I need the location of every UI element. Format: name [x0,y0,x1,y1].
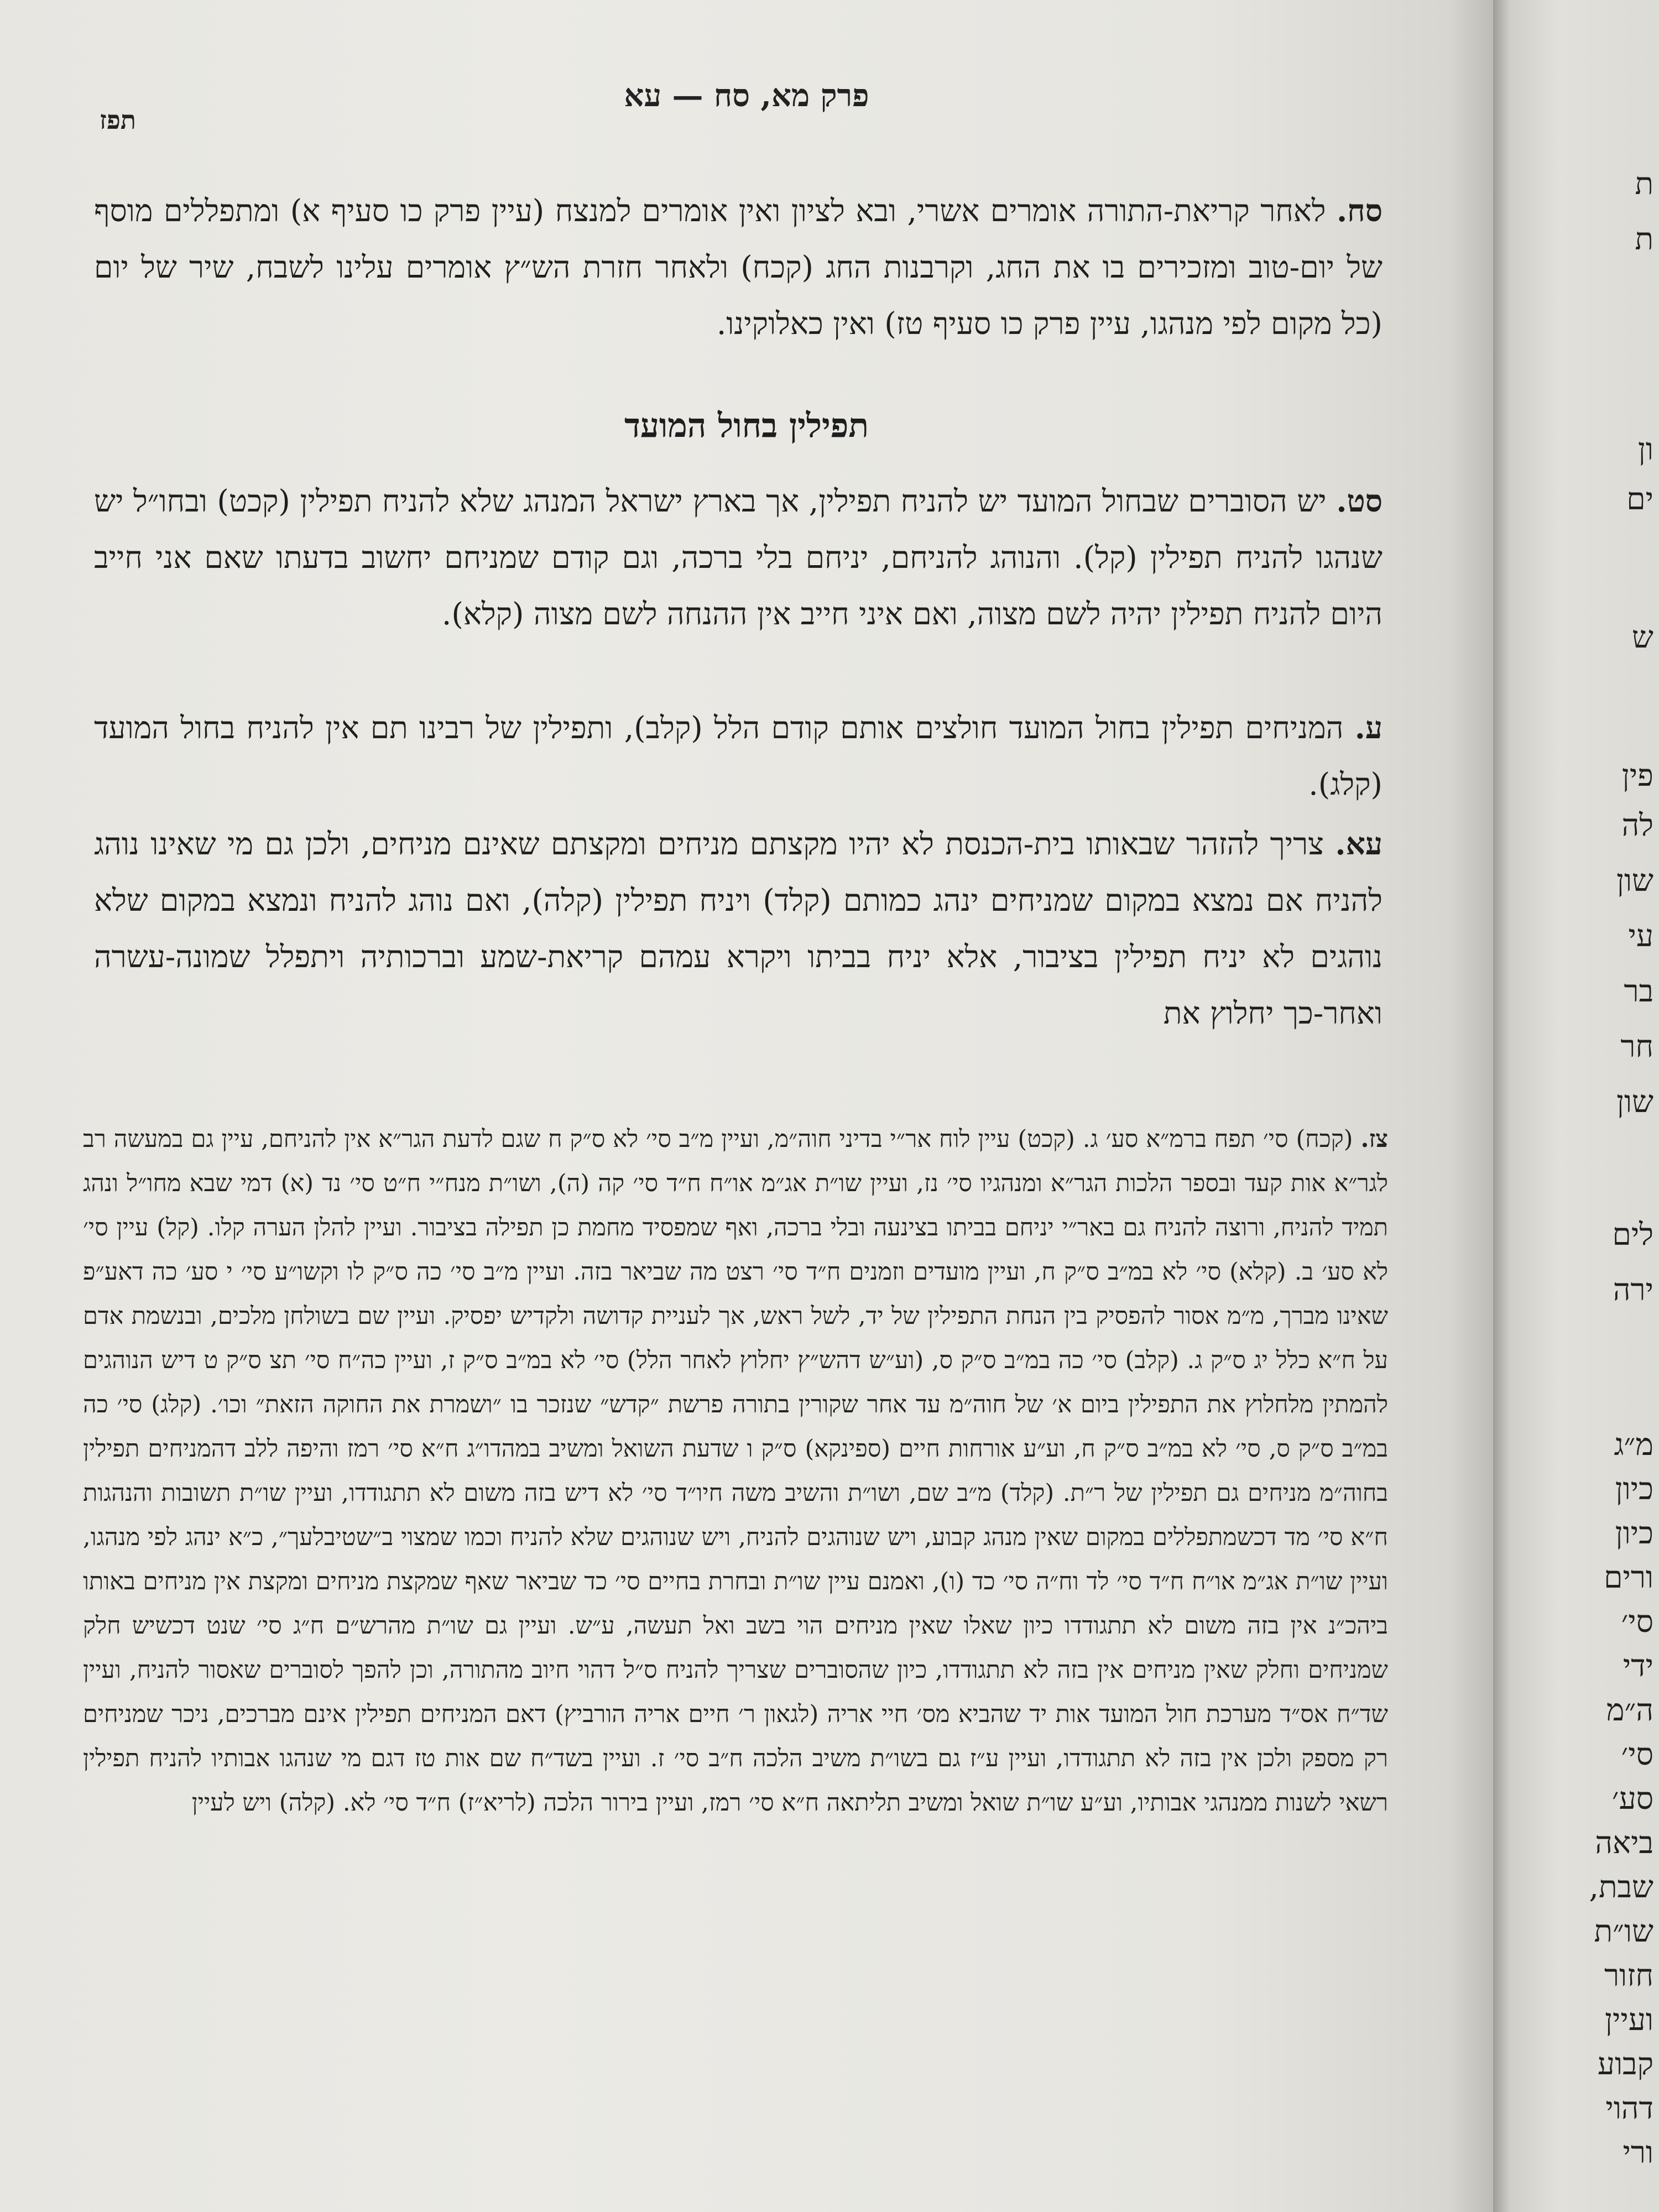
fragment: ביאה [1595,1825,1653,1860]
fragment: שו״ת [1594,1913,1653,1949]
fragment: ה״מ [1606,1692,1653,1728]
fragment: סי׳ [1621,1604,1653,1639]
fragment: סי׳ [1621,1736,1653,1772]
fragment: ון [1637,431,1653,467]
fragment: חר [1620,1029,1653,1064]
fragment: כיון [1615,1471,1653,1506]
fragment: ירה [1613,1272,1653,1307]
fragment: שבת, [1589,1869,1653,1905]
fragment: מ״ג [1614,1427,1653,1462]
footnote-label: צז. [1360,1125,1388,1153]
fragment: שון [1616,863,1653,898]
paragraph-number: סט. [1336,483,1383,519]
paragraph-text: צריך להזהר שבאותו בית-הכנסת לא יהיו מקצתם מניחים ומקצתם שאינם מניחים, ולכן גם מי שאינו נוהג להניח אם נמצא במקום שמניחים ינהג כמותם (קלד) ויניח תפילין (קלה), ואם נוהג להניח ונמצא במקום שלא נוהגים לא יניח תפילין בציבור, אלא יניח בביתו ויקרא עמהם קריאת-שמע וברכותיה ויתפלל שמונה-עשרה ואחר-כך יחלוץ את [94,826,1383,1031]
paragraph-text: המניחים תפילין בחול המועד חולצים אותם קודם הלל (קלב), ותפילין של רבינו תם אין להניח בחול המועד (קלג). [94,710,1383,802]
paragraph-70 [94,700,1383,812]
fragment: ורי [1623,2135,1653,2170]
paragraph-number: עא. [1335,826,1383,862]
fragment: דהוי [1605,2090,1653,2126]
facing-page-edge [1493,0,1659,2212]
fragment: בר [1624,973,1653,1009]
fragment: ת [1635,166,1653,201]
footnote-text: (קכח) סי׳ תפח ברמ״א סע׳ ג. (קכט) עיין לוח אר״י בדיני חוה״מ, ועיין מ״ב סי׳ לא ס״ק ח שגם לדעת הגר״א אין להניחם, עיין גם במעשה רב לגר״א אות קעד ובספר הלכות הגר״א ומנהגיו סי׳ נז, ועיין שו״ת אג״מ או״ח ח״ד סי׳ קה (ה), ושו״ת מנח״י ח״ט סי׳ נד (א) דמי שבא מחו״ל ונהג תמיד להניח, ורוצה להניח גם באר״י יניחם בביתו בצינעה ובלי ברכה, ואף שמפסיד מחמת כן תפילה בציבור. ועיין להלן הערה קלו. (קל) עיין סי׳ לא סע׳ ב. (קלא) סי׳ לא במ״ב ס״ק ח, ועיין מועדים וזמנים ח״ד סי׳ רצט מה שביאר בזה. ועיין מ״ב סי׳ כה ס״ק לו וקשו״ע סי׳ י סע׳ כה דאע״פ שאינו מברך, מ״מ אסור להפסיק בין הנחת התפילין של יד, לשל ראש, אך לעניית קדושה ולקדיש יפסיק. ועיין שם בשולחן מלכים, ובנשמת אדם על ח״א כלל יג ס״ק ג. (קלב) סי׳ כה במ״ב ס״ק ס, (וע״ש דהש״ץ יחלוץ לאחר הלל) סי׳ לא במ״ב ס״ק ז, ועיין כה״ח סי׳ תצ ס״ק ט דיש הנוהגים להמתין מלחלוץ את התפילין ביום א׳ של חוה״מ עד אחר שקורין בתורה פרשת ״קדש״ שנזכר בו ״ושמרת את החוקה הזאת״ וכו׳. (קלג) סי׳ כה במ״ב ס״ק ס, סי׳ לא במ״ב ס״ק ח, וע״ע אורחות חיים (ספינקא) ס״ק ו שדעת השואל ומשיב במהדו״ג ח״א סי׳ רמז והיפה ללב דהמניחים תפילין בחוה״מ מניחים גם תפילין של ר״ת. (קלד) מ״ב שם, ושו״ת והשיב משה חיו״ד סי׳ לא דיש בזה משום לא תתגודדו, ועיין שו״ת תשובות והנהגות ח״א סי׳ מד דכשמתפללים במקום שאין מנהג קבוע, ויש שנוהגים להניח, ויש שנוהגים שלא להניח וכמו שמצוי ב״שטיבלעך״, כ״א ינהג לפי מנהגו, ועיין שו״ת אג״מ או״ח ח״ד סי׳ לד וח״ה סי׳ כד (ו), ואמנם עיין שו״ת ובחרת בחיים סי׳ כד שביאר שאף שמקצת מניחים ומקצת אין מניחים באותו ביהכ״נ אין בזה משום לא תתגודדו כיון שאלו שאין מניחים הוי בשב ואל תעשה, ע״ש. ועיין גם שו״ת מהרש״ם ח״ג סי׳ שנט דכשיש חלק שמניחים וחלק שאין מניחים אין בזה לא תתגודדו, כיון שהסוברים שצריך להניח ס״ל דהוי חיוב מהתורה, וכן להפך לסוברים שאסור להניח, ועיין שד״ח אס״ד מערכת חול המועד אות יד שהביא מס׳ חיי אריה (לגאון ר׳ חיים אריה הורביץ) דאם המניחים תפילין אינם מברכים, ניכר שמניחים רק מספק ולכן אין בזה לא תתגודדו, ועיין ע״ז גם בשו״ת משיב הלכה ח״ב סי׳ ז. ועיין בשד״ח שם אות טז דגם מי שנהגו אבותיו להניח תפילין רשאי לשנות ממנהגי אבותיו, וע״ע שו״ת שואל ומשיב תליתאה ח״א סי׳ רמז, ועיין בירור הלכה (לריא״ז) ח״ד סי׳ לא. (קלה) ויש לעיין [83,1125,1389,1817]
running-header: פרק מא, סח — עא [624,77,869,114]
fragment: ידי [1623,1648,1653,1683]
fragment: קבוע [1597,2046,1653,2081]
fragment: כיון [1615,1515,1653,1551]
fragment: ועיין [1604,2002,1653,2037]
paragraph-number: ע. [1354,709,1383,745]
fragment: שון [1616,1084,1653,1119]
fragment: חזור [1604,1958,1653,1993]
fragment: ורים [1604,1559,1653,1595]
paragraph-69 [94,473,1383,642]
section-title: תפילין בחול המועד [624,406,869,445]
paragraph-68 [94,182,1383,352]
fragment: ש [1632,619,1653,655]
page-number: תפז [100,105,136,135]
fragment: ים [1626,481,1653,517]
paragraph-number: סח. [1337,192,1383,228]
fragment: סע׳ [1611,1781,1653,1816]
fragment: פין [1621,758,1653,793]
fragment: עי [1628,918,1653,953]
paragraph-text: לאחר קריאת-התורה אומרים אשרי, ובא לציון ואין אומרים למנצח (עיין פרק כו סעיף א) ומתפללים מוסף של יום-טוב ומזכירים בו את החג, וקרבנות החג (קכח) ולאחר חזרת הש״ץ אומרים עלינו לשבח, שיר של יום (כל מקום לפי מנהגו, עיין פרק כו סעיף טז) ואין כאלוקינו. [94,193,1383,341]
paragraph-text: יש הסוברים שבחול המועד יש להניח תפילין, אך בארץ ישראל המנהג שלא להניח תפילין (קכט) ובחו״ל יש שנהגו להניח תפילין (קל). והנוהג להניחם, יניחם בלי ברכה, וגם קודם שמניחם יחשוב בדעתו שאם אני חייב היום להניח תפילין יהיה לשם מצוה, ואם איני חייב אין ההנחה לשם מצוה (קלא). [94,483,1383,632]
footnotes [83,1117,1388,1825]
fragment: לים [1612,1217,1653,1252]
fragment: ת [1635,221,1653,257]
fragment: לה [1621,807,1653,843]
paragraph-71 [94,816,1383,1041]
